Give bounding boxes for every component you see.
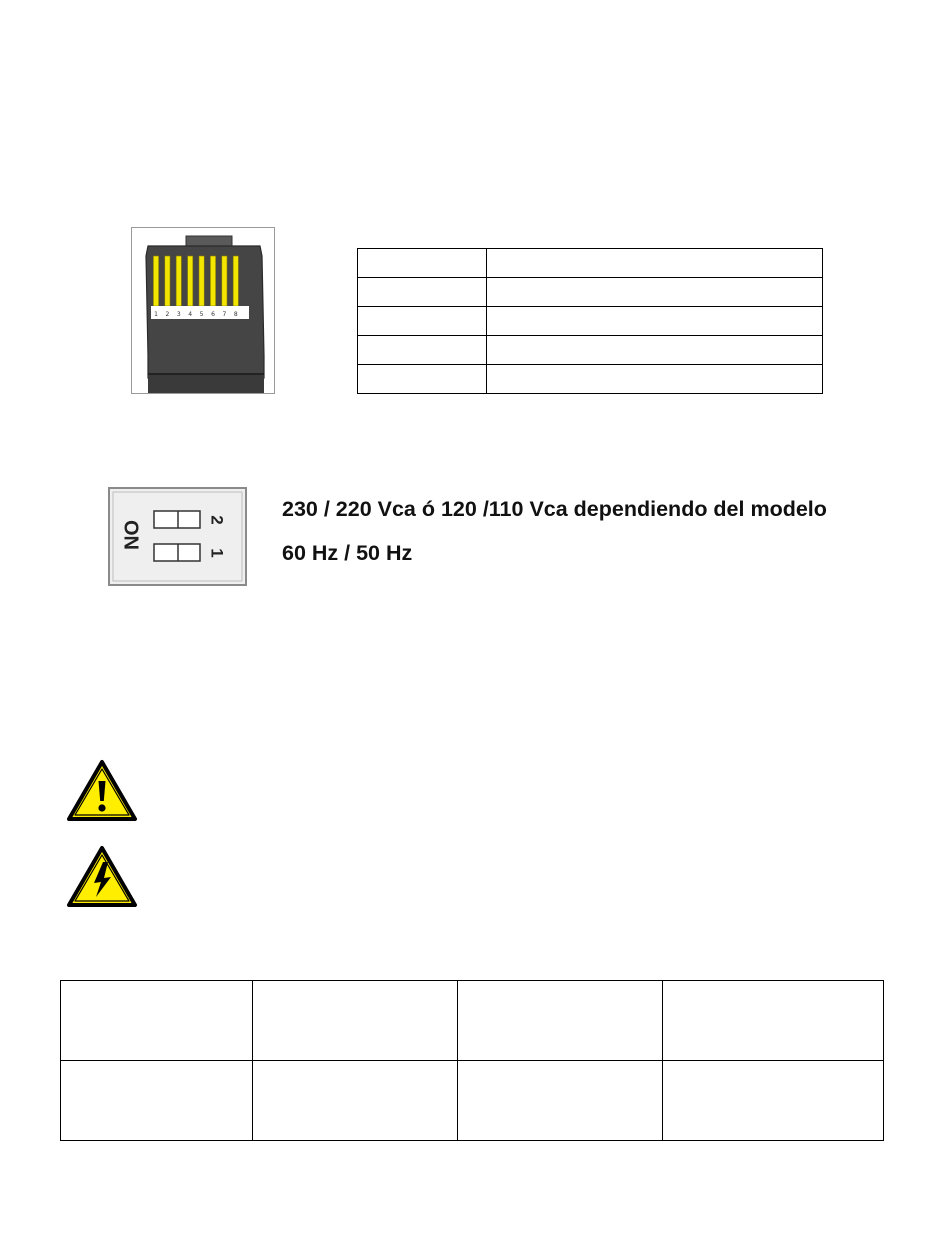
rj45-contact bbox=[165, 256, 170, 306]
table-cell bbox=[458, 1061, 663, 1141]
table-cell bbox=[358, 307, 487, 336]
rj45-pin-number: 2 bbox=[165, 311, 170, 318]
rj45-contact bbox=[176, 256, 181, 306]
table-cell bbox=[358, 278, 487, 307]
table-cell bbox=[358, 249, 487, 278]
table-cell bbox=[663, 981, 884, 1061]
pin-table bbox=[357, 248, 823, 394]
table-cell bbox=[61, 981, 253, 1061]
dip-switch-1-description: 60 Hz / 50 Hz bbox=[282, 541, 413, 565]
table-cell bbox=[487, 336, 823, 365]
rj45-pin-number: 3 bbox=[176, 311, 181, 318]
exclamation-warning-icon bbox=[66, 759, 138, 823]
table-row bbox=[358, 365, 823, 394]
spec-table bbox=[60, 980, 884, 1141]
rj45-pin-number: 4 bbox=[188, 311, 193, 318]
table-row bbox=[358, 278, 823, 307]
table-row bbox=[358, 249, 823, 278]
rj45-pin-number: 5 bbox=[199, 311, 204, 318]
table-row bbox=[61, 1061, 884, 1141]
table-cell bbox=[61, 1061, 253, 1141]
rj45-pin-number: 7 bbox=[222, 311, 227, 318]
table-cell bbox=[358, 365, 487, 394]
electric-shock-warning-icon bbox=[66, 845, 138, 909]
rj45-contact bbox=[222, 256, 227, 306]
table-row bbox=[61, 981, 884, 1061]
table-cell bbox=[253, 981, 458, 1061]
table-cell bbox=[487, 278, 823, 307]
dip-switch-number: 1 bbox=[207, 548, 227, 558]
rj45-contact bbox=[153, 256, 158, 306]
dip-switch-2-description: 230 / 220 Vca ó 120 /110 Vca dependiendo del modelo bbox=[282, 497, 827, 521]
rj45-contact bbox=[210, 256, 215, 306]
rj45-connector-figure bbox=[131, 227, 275, 394]
table-cell bbox=[358, 336, 487, 365]
dip-switch-figure bbox=[108, 487, 247, 586]
dip-switch-number: 2 bbox=[207, 515, 227, 525]
table-cell bbox=[487, 249, 823, 278]
rj45-connector-icon bbox=[132, 228, 274, 393]
rj45-pin-number: 6 bbox=[211, 311, 215, 318]
table-row bbox=[358, 336, 823, 365]
table-cell bbox=[487, 365, 823, 394]
dip-switch-icon bbox=[108, 487, 247, 586]
table-cell bbox=[253, 1061, 458, 1141]
dip-on-label: ON bbox=[119, 520, 142, 550]
table-row bbox=[358, 307, 823, 336]
rj45-contact bbox=[188, 256, 193, 306]
rj45-pin-number: 1 bbox=[154, 311, 158, 318]
rj45-contact bbox=[199, 256, 204, 306]
rj45-contact bbox=[233, 256, 238, 306]
table-cell bbox=[487, 307, 823, 336]
table-cell bbox=[663, 1061, 884, 1141]
table-cell bbox=[458, 981, 663, 1061]
rj45-pin-number: 8 bbox=[233, 311, 238, 318]
